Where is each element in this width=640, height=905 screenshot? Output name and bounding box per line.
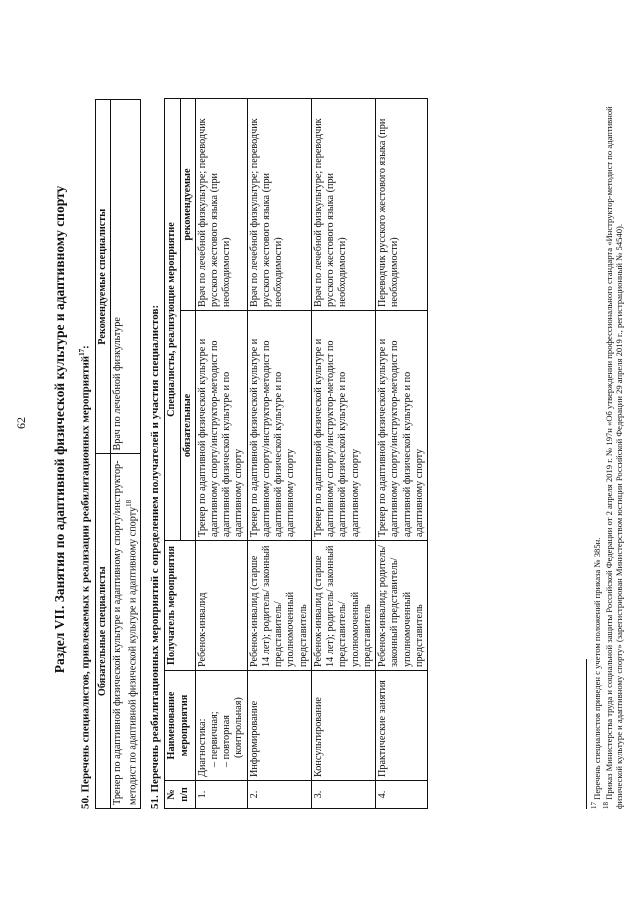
cell-recommended	[195, 99, 247, 311]
cell-mandatory-text: Тренер по адаптивной физической культуре и адаптивному спорту/инструктор-методист по адаптивной физической культуре и по адаптивному спорту	[248, 338, 297, 537]
specialists-header-row	[96, 100, 111, 809]
header-mandatory-specialists: Обязательные специалисты	[96, 454, 111, 809]
cell-recipient	[195, 541, 247, 671]
cell-measure-name	[311, 671, 375, 781]
table-row	[376, 99, 428, 809]
footnote-ref-18: 18	[124, 499, 133, 507]
cell-recipient-text: Ребенок-инвалид; родитель/ законный представитель/ уполномоченный представитель	[377, 545, 425, 667]
list-item: – повторная (контрольная)	[221, 697, 245, 767]
cell-recommended-specialists: Врач по лечебной физкультуре	[111, 100, 141, 455]
measures-rows	[195, 99, 427, 809]
specialists-table	[95, 99, 141, 809]
table-row	[247, 99, 311, 809]
header-recipient: Получатель мероприятия	[165, 541, 195, 671]
cell-mandatory	[247, 311, 311, 541]
cell-measure-name-text: Информирование	[248, 700, 260, 777]
section-50-heading	[78, 50, 93, 809]
cell-measure-name-text: Консультирование	[312, 697, 324, 777]
footnote-17-mark: 17	[590, 802, 598, 809]
cell-recipient-text: Ребенок-инвалид (старше 14 лет); родитель/ законный представитель/ уполномоченный представитель	[312, 545, 373, 667]
list-item: – первичная;	[209, 711, 221, 767]
cell-num-text: 4.	[377, 790, 389, 799]
cell-mandatory-text: Тренер по адаптивной физической культуре и адаптивному спорту/инструктор-методист по адаптивной физической культуре и по адаптивному спорту	[196, 338, 245, 537]
specialists-row	[111, 100, 141, 809]
cell-recipient	[376, 541, 428, 671]
cell-recipient-text: Ребенок-инвалид (старше 14 лет); родитель/ законный представитель/ уполномоченный представитель	[248, 545, 309, 667]
cell-mandatory	[376, 311, 428, 541]
cell-recommended-text: Врач по лечебной физкультуре; переводчик русского жестового языка (при необходимости)	[196, 118, 233, 307]
cell-recommended-text: Врач по лечебной физкультуре; переводчик русского жестового языка (при необходимости)	[248, 118, 285, 307]
header-measure-name: Наименование мероприятия	[165, 671, 195, 781]
cell-recommended-text: Переводчик русского жестового языка (при необходимости)	[377, 118, 401, 307]
cell-mandatory	[311, 311, 375, 541]
cell-recipient-text: Ребенок-инвалид	[196, 592, 208, 667]
footnote-17	[590, 89, 602, 809]
footnote-18-text: Приказ Министерства труда и социальной защиты Российской Федерации от 2 апреля 2019 г. № 197н «Об утверждении профессионального стандарта «Инструктор-методист по адаптивной физической культуре и адаптивному спорту» (зарегистрирован Министерством юстиции Российской Федерации 29 апреля 2019 г., регистрационный № 54540).	[604, 106, 625, 809]
cell-mandatory	[195, 311, 247, 541]
header-specialists: Специалисты, реализующие мероприятие	[165, 99, 180, 541]
footnote-ref-17: 17	[78, 348, 87, 356]
cell-num	[195, 781, 247, 809]
header-mandatory: обязательные	[180, 311, 195, 541]
footnote-17-text: Перечень специалистов приведен с учетом положений приказа № 385н.	[591, 537, 602, 800]
cell-measure-name-text: Практические занятия	[377, 680, 389, 777]
cell-num-text: 2.	[248, 790, 260, 799]
cell-measure-name-text: Диагностика:	[196, 718, 208, 777]
page-number: 62	[14, 417, 28, 429]
footnotes	[586, 89, 625, 809]
cell-recommended	[311, 99, 375, 311]
cell-measure-name	[376, 671, 428, 781]
cell-mandatory-specialists	[111, 454, 141, 809]
header-num: № п/п	[165, 781, 195, 809]
section-50-heading-suffix: :	[79, 345, 92, 349]
section-51-heading: 51. Перечень реабилитационных мероприятий с определением получателей и участия специалистов:	[149, 304, 162, 809]
footnote-18-mark: 18	[602, 802, 611, 809]
cell-num	[311, 781, 375, 809]
header-recommended-specialists: Рекомендуемые специалисты	[96, 100, 111, 455]
footnote-18	[602, 89, 624, 809]
cell-num	[247, 781, 311, 809]
cell-recipient	[247, 541, 311, 671]
measures-header-row-1	[165, 99, 180, 809]
cell-recommended	[376, 99, 428, 311]
footnote-rule	[586, 659, 587, 809]
cell-num-text: 1.	[196, 790, 208, 799]
section-title: Раздел VII. Занятия по адаптивной физической культуре и адаптивному спорту	[52, 185, 67, 674]
measures-table	[164, 98, 428, 809]
cell-recommended-text: Врач по лечебной физкультуре; переводчик русского жестового языка (при необходимости)	[312, 118, 349, 307]
table-row	[311, 99, 375, 809]
table-row	[195, 99, 247, 809]
cell-recommended	[247, 99, 311, 311]
cell-mandatory-text: Тренер по адаптивной физической культуре и адаптивному спорту/инструктор-методист по адаптивной физической культуре и по адаптивному спорту	[312, 338, 361, 537]
cell-measure-name	[247, 671, 311, 781]
section-50-heading-text: 50. Перечень специалистов, привлекаемых к реализации реабилитационных мероприятий	[79, 355, 92, 809]
cell-measure-name	[195, 671, 247, 781]
cell-mandatory-text: Тренер по адаптивной физической культуре и адаптивному спорту/инструктор-методист по адаптивной физической культуре и по адаптивному спорту	[377, 338, 425, 537]
mandatory-specialists-text: Тренер по адаптивной физической культуре и адаптивному спорту/инструктор-методист по адаптивной физической культуре и адаптивному спорту	[112, 460, 138, 805]
cell-num	[376, 781, 428, 809]
header-recommended: рекомендуемые	[180, 99, 195, 311]
cell-num-text: 3.	[312, 790, 324, 799]
cell-recipient	[311, 541, 375, 671]
